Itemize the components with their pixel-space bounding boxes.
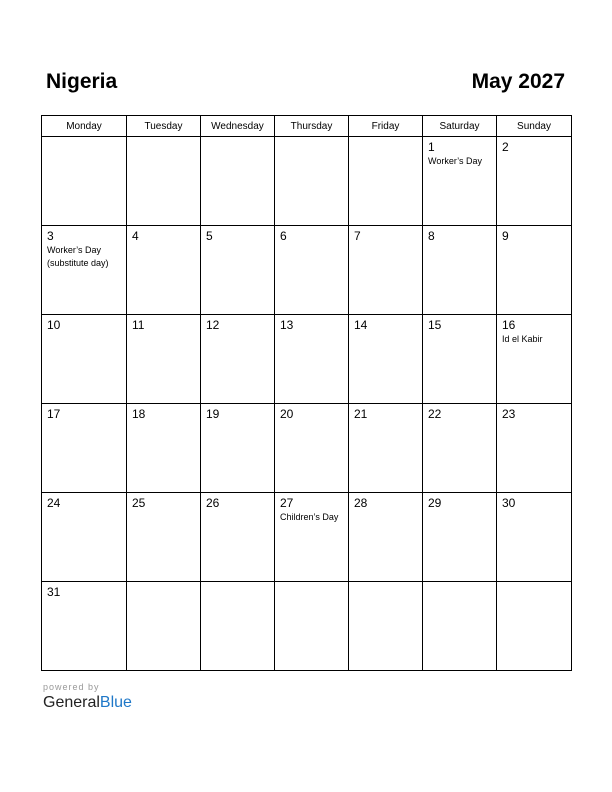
powered-by-label: powered by bbox=[43, 682, 100, 692]
day-cell bbox=[423, 493, 497, 582]
week-row bbox=[42, 226, 572, 315]
generalblue-logo bbox=[43, 693, 132, 713]
day-cell bbox=[423, 315, 497, 404]
empty-day-cell bbox=[349, 137, 423, 226]
day-number: 3 bbox=[47, 229, 54, 243]
day-number: 20 bbox=[280, 407, 294, 421]
day-cell bbox=[201, 315, 275, 404]
day-cell bbox=[42, 315, 127, 404]
weekday-header: Sunday bbox=[497, 116, 572, 137]
holiday-label: Worker’s Day (substitute day) bbox=[47, 245, 109, 268]
weekday-header: Thursday bbox=[275, 116, 349, 137]
day-cell bbox=[497, 404, 572, 493]
day-number: 8 bbox=[428, 229, 435, 243]
day-cell bbox=[497, 226, 572, 315]
day-cell bbox=[497, 315, 572, 404]
month-title: May 2027 bbox=[471, 70, 565, 93]
weekday-header-row bbox=[42, 116, 572, 137]
day-cell bbox=[349, 315, 423, 404]
day-cell bbox=[349, 404, 423, 493]
day-number: 22 bbox=[428, 407, 442, 421]
calendar-grid bbox=[41, 115, 572, 671]
empty-day-cell bbox=[497, 582, 572, 671]
day-cell bbox=[349, 226, 423, 315]
week-row bbox=[42, 315, 572, 404]
weekday-header: Wednesday bbox=[201, 116, 275, 137]
day-cell bbox=[275, 226, 349, 315]
week-row bbox=[42, 404, 572, 493]
week-row bbox=[42, 493, 572, 582]
day-cell bbox=[201, 226, 275, 315]
day-number: 13 bbox=[280, 318, 294, 332]
day-number: 24 bbox=[47, 496, 61, 510]
day-number: 6 bbox=[280, 229, 287, 243]
holiday-label: Children’s Day bbox=[280, 512, 339, 522]
day-number: 12 bbox=[206, 318, 220, 332]
day-cell bbox=[127, 226, 201, 315]
day-number: 18 bbox=[132, 407, 146, 421]
day-cell bbox=[275, 493, 349, 582]
day-cell bbox=[127, 404, 201, 493]
day-cell bbox=[275, 404, 349, 493]
day-number: 4 bbox=[132, 229, 139, 243]
day-cell bbox=[127, 315, 201, 404]
day-number: 19 bbox=[206, 407, 220, 421]
day-number: 16 bbox=[502, 318, 516, 332]
empty-day-cell bbox=[275, 582, 349, 671]
day-number: 10 bbox=[47, 318, 61, 332]
day-cell bbox=[497, 137, 572, 226]
day-number: 30 bbox=[502, 496, 516, 510]
day-number: 17 bbox=[47, 407, 61, 421]
day-number: 27 bbox=[280, 496, 294, 510]
day-cell bbox=[42, 404, 127, 493]
empty-day-cell bbox=[275, 137, 349, 226]
day-cell bbox=[42, 226, 127, 315]
empty-day-cell bbox=[423, 582, 497, 671]
empty-day-cell bbox=[201, 582, 275, 671]
day-cell bbox=[497, 493, 572, 582]
day-cell bbox=[42, 493, 127, 582]
day-number: 29 bbox=[428, 496, 442, 510]
day-number: 26 bbox=[206, 496, 220, 510]
weekday-header: Tuesday bbox=[127, 116, 201, 137]
day-number: 5 bbox=[206, 229, 213, 243]
day-number: 31 bbox=[47, 585, 61, 599]
empty-day-cell bbox=[42, 137, 127, 226]
day-number: 21 bbox=[354, 407, 368, 421]
day-number: 9 bbox=[502, 229, 509, 243]
empty-day-cell bbox=[127, 137, 201, 226]
weekday-header: Saturday bbox=[423, 116, 497, 137]
week-row bbox=[42, 582, 572, 671]
day-number: 14 bbox=[354, 318, 368, 332]
empty-day-cell bbox=[349, 582, 423, 671]
day-cell bbox=[201, 493, 275, 582]
empty-day-cell bbox=[127, 582, 201, 671]
day-number: 7 bbox=[354, 229, 361, 243]
country-title: Nigeria bbox=[46, 70, 118, 93]
day-cell bbox=[127, 493, 201, 582]
day-number: 28 bbox=[354, 496, 368, 510]
day-cell bbox=[349, 493, 423, 582]
day-cell bbox=[275, 315, 349, 404]
day-cell bbox=[423, 404, 497, 493]
weekday-header: Monday bbox=[42, 116, 127, 137]
day-number: 1 bbox=[428, 140, 435, 154]
day-number: 11 bbox=[132, 318, 145, 332]
holiday-label: Worker’s Day bbox=[428, 156, 483, 166]
footer-branding bbox=[43, 682, 132, 713]
day-number: 23 bbox=[502, 407, 516, 421]
holiday-label: Id el Kabir bbox=[502, 334, 543, 344]
day-number: 25 bbox=[132, 496, 146, 510]
empty-day-cell bbox=[201, 137, 275, 226]
day-cell bbox=[423, 226, 497, 315]
day-cell bbox=[42, 582, 127, 671]
logo-text-general: General bbox=[43, 694, 100, 711]
weekday-header: Friday bbox=[349, 116, 423, 137]
week-row bbox=[42, 137, 572, 226]
day-number: 15 bbox=[428, 318, 442, 332]
day-cell bbox=[423, 137, 497, 226]
day-number: 2 bbox=[502, 140, 509, 154]
day-cell bbox=[201, 404, 275, 493]
logo-text-blue: Blue bbox=[99, 694, 132, 711]
